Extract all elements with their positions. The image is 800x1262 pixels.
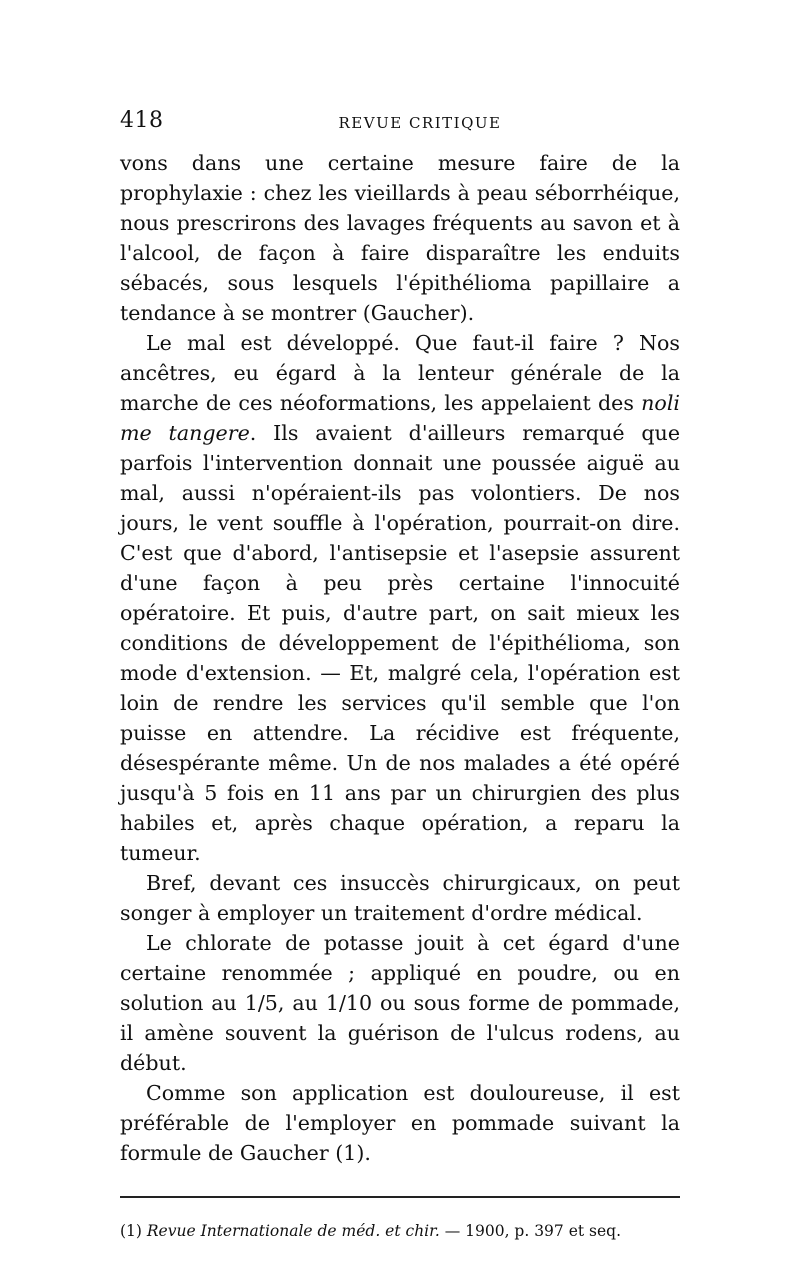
page [120,108,680,1242]
running-head [120,108,680,148]
paragraph-2-italic-phrase: noli me tangere [120,391,680,445]
paragraph-3: Bref, devant ces insuccès chirurgicaux, on peut songer à employer un traitement d'ordre médical. [120,871,680,925]
footnote-reference: — 1900, p. 397 et seq. [439,1222,622,1240]
paragraph-2 [120,328,680,868]
footnote-marker: (1) [120,1222,147,1240]
paragraph-5: Comme son application est douloureuse, il est préférable de l'employer en pommade suivant la formule de Gaucher (1). [120,1081,680,1165]
paragraph-4: Le chlorate de potasse jouit à cet égard d'une certaine renommée ; appliqué en poudre, ou en solution au 1/5, au 1/10 ou sous forme de pommade, il amène souvent la guérison de l'ulcus rodens, au début. [120,931,680,1075]
paragraph-2-part-2: . Ils avaient d'ailleurs remarqué que parfois l'intervention donnait une poussée aiguë au mal, aussi n'opéraient-ils pas volontiers. De nos jours, le vent souffle à l'opération, pourrait-on dire. C'est que d'abord, l'antisepsie et l'asepsie assurent d'une façon à peu près certaine l'innocuité opératoire. Et puis, d'autre part, on sait mieux les conditions de développement de l'épithélioma, son mode d'extension. — Et, malgré cela, l'opération est loin de rendre les services qu'il semble que l'on puisse en attendre. La récidive est fréquente, désespérante même. Un de nos malades a été opéré jusqu'à 5 fois en 11 ans par un chirurgien des plus habiles et, après chaque opération, a reparu la tumeur. [120,421,681,865]
body-text [120,148,680,1168]
page-number: 418 [120,108,164,133]
running-title: REVUE CRITIQUE [338,114,502,132]
footnote [120,1220,680,1242]
paragraph-1: vons dans une certaine mesure faire de la prophylaxie : chez les vieillards à peau séborrhéique, nous prescrirons des lavages fréquents au savon et à l'alcool, de façon à faire disparaître les enduits sébacés, sous lesquels l'épithélioma papillaire a tendance à se montrer (Gaucher). [120,151,680,325]
footnote-divider [120,1196,680,1198]
footnote-journal-title: Revue Internationale de méd. et chir. [146,1222,440,1240]
paragraph-2-part-1: Le mal est développé. Que faut-il faire ? Nos ancêtres, eu égard à la lenteur générale de la marche de ces néoformations, les appelaient des [120,331,680,415]
